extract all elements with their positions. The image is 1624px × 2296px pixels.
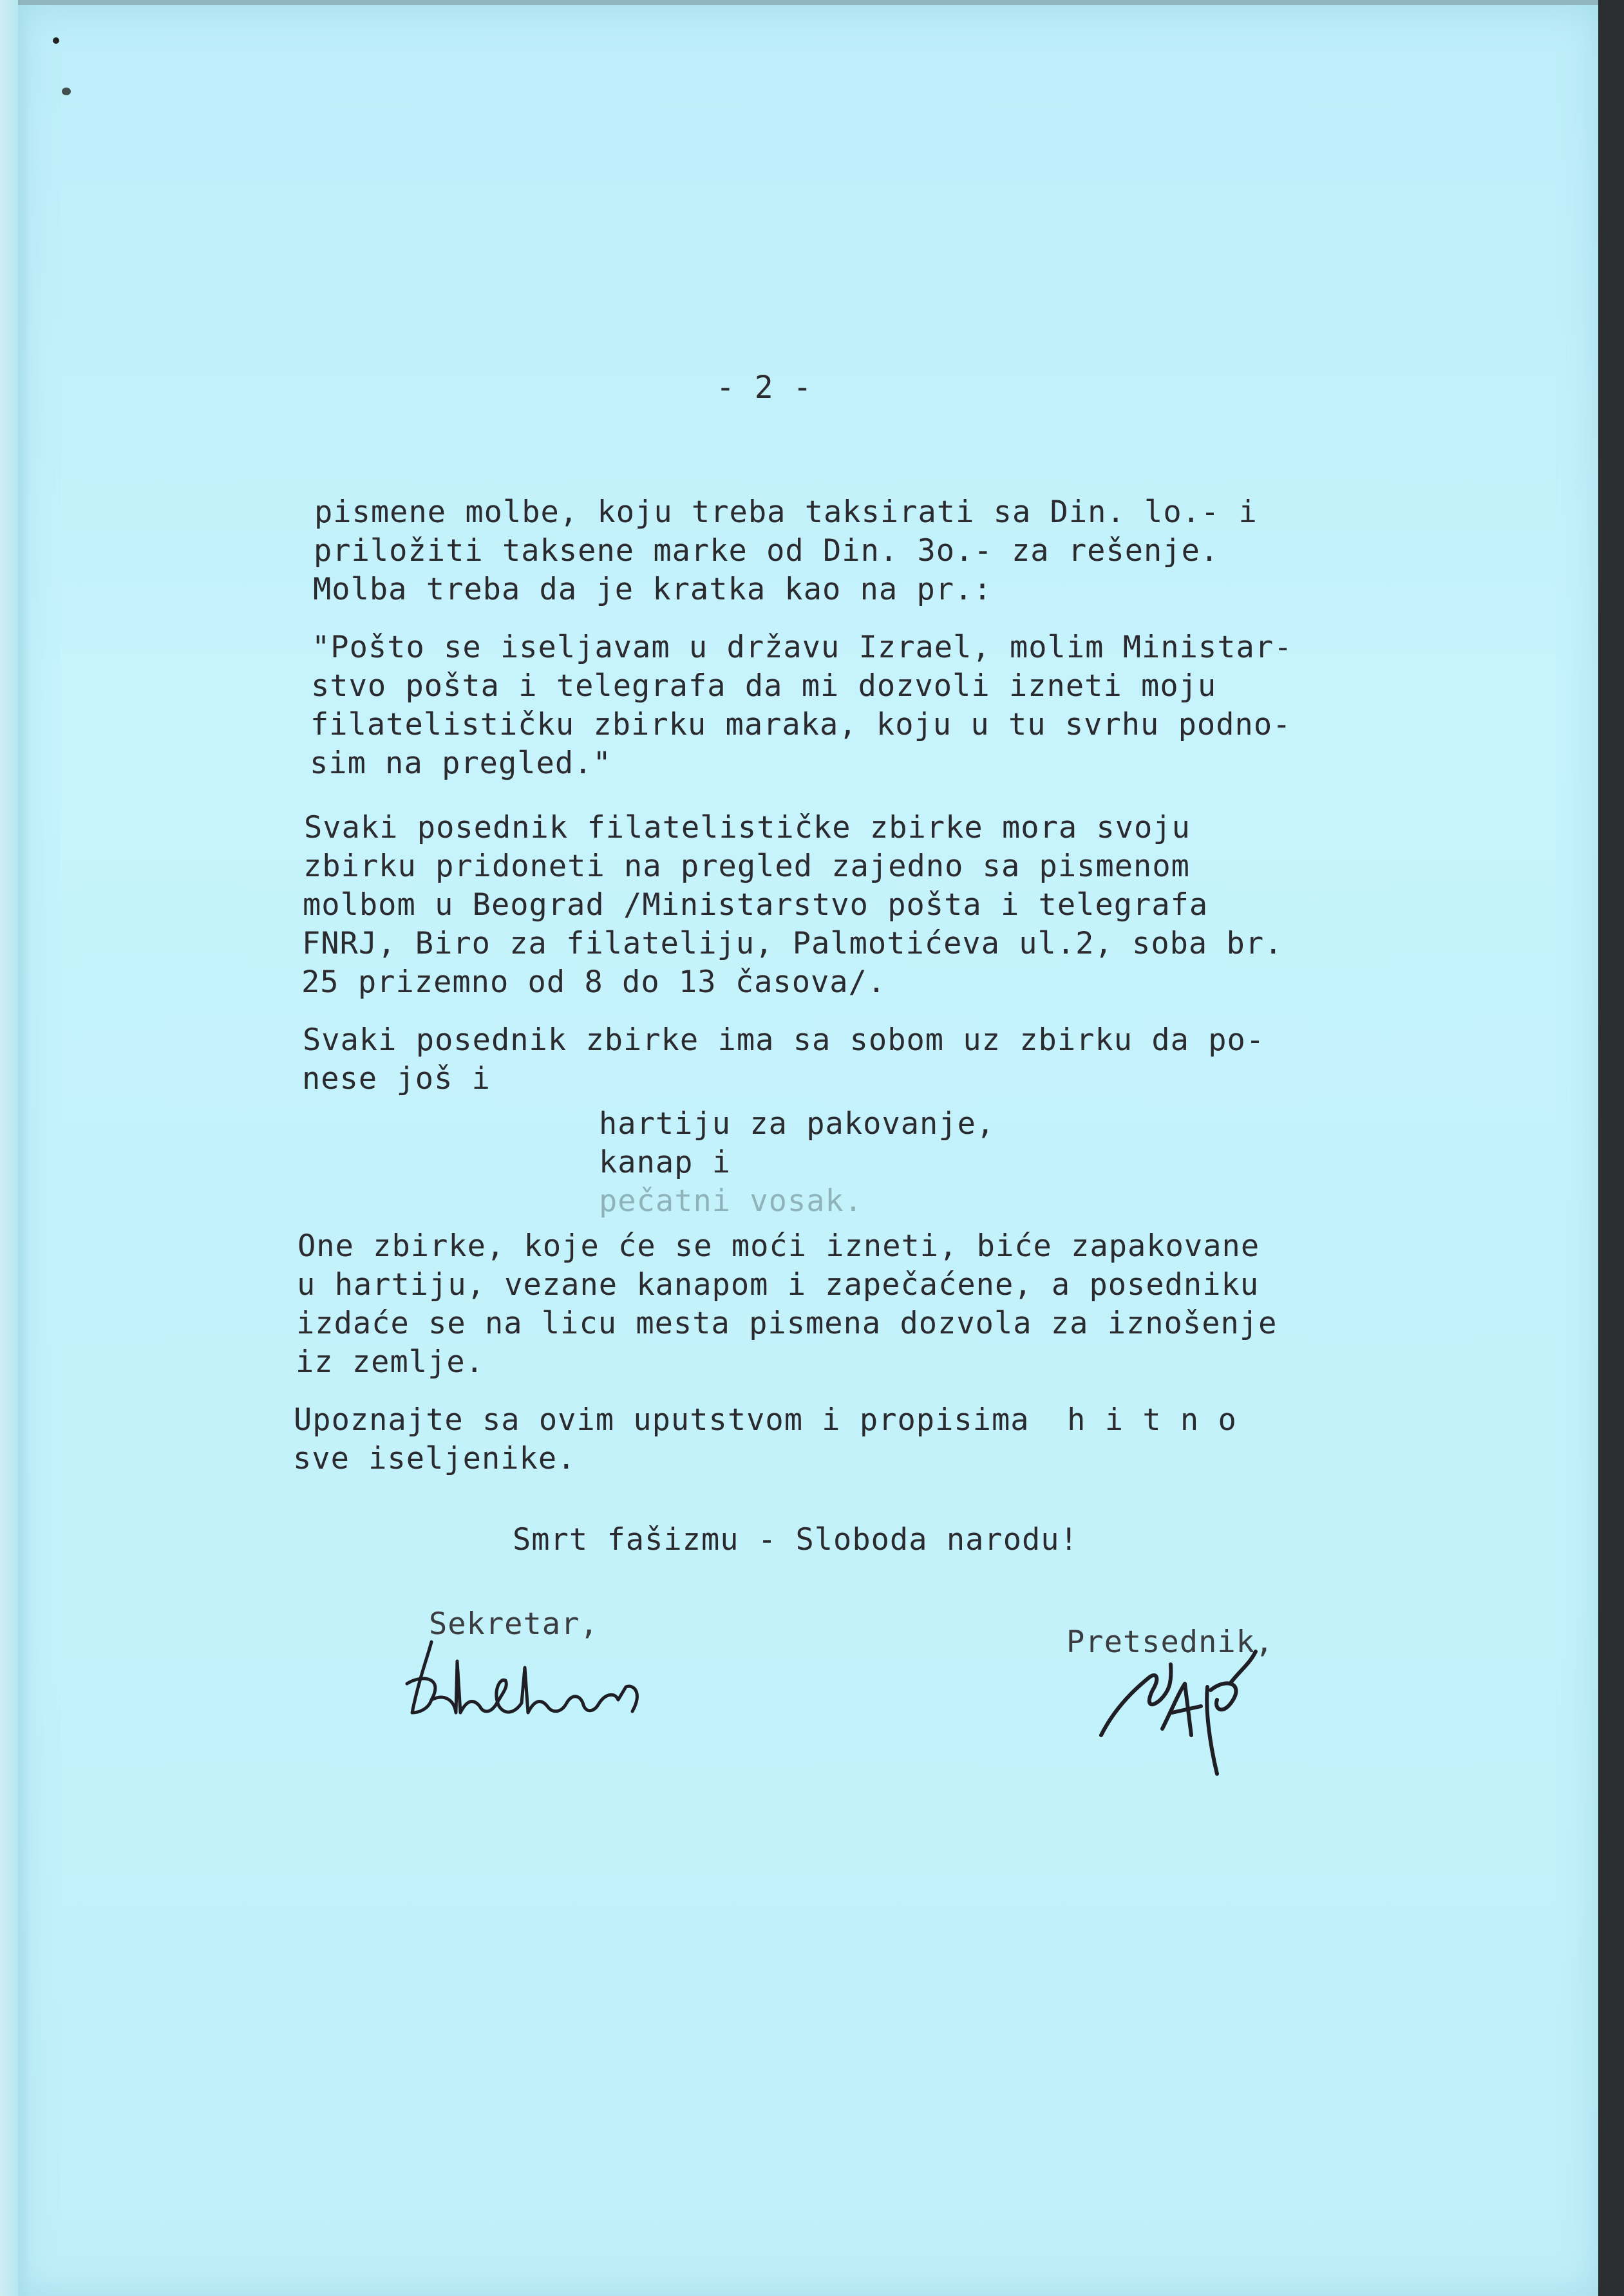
paragraph-line: filatelističku zbirku maraka, koju u tu svrhu podno- — [310, 707, 1292, 742]
paragraph-line: 25 prizemno od 8 do 13 časova/. — [301, 965, 887, 1000]
closing-slogan: Smrt fašizmu - Sloboda narodu! — [513, 1522, 1079, 1557]
paragraph-line: izdaće se na licu mesta pismena dozvola za iznošenje — [296, 1306, 1278, 1341]
secretary-signature — [393, 1623, 650, 1732]
page-number: - 2 - — [716, 370, 813, 406]
scan-left-edge — [0, 0, 18, 2296]
punch-mark — [53, 37, 59, 44]
president-signature — [1088, 1639, 1269, 1787]
paragraph-line: Molba treba da je kratka kao na pr.: — [313, 572, 992, 607]
paragraph-line: sve iseljenike. — [293, 1441, 576, 1476]
paragraph-line: One zbirke, koje će se moći izneti, biće zapakovane — [297, 1228, 1260, 1264]
paragraph-line: Upoznajte sa ovim uputstvom i propisima h i t n o — [294, 1402, 1237, 1438]
document-page — [18, 5, 1598, 2296]
secretary-label: Sekretar, — [429, 1606, 599, 1642]
scan-top-edge — [0, 0, 1598, 5]
paragraph-line: Svaki posednik filatelističke zbirke mora svoju — [304, 810, 1191, 845]
paragraph-line: sim na pregled." — [310, 746, 612, 781]
paragraph-line: molbom u Beograd /Ministarstvo pošta i telegrafa — [303, 887, 1209, 923]
paragraph-line: Svaki posednik zbirke ima sa sobom uz zbirku da po- — [303, 1022, 1265, 1058]
paragraph-line: zbirku pridoneti na pregled zajedno sa pismenom — [303, 849, 1190, 884]
president-label: Pretsednik, — [1066, 1624, 1274, 1660]
list-item: hartiju za pakovanje, — [599, 1106, 996, 1142]
paragraph-line: stvo pošta i telegrafa da mi dozvoli izneti moju — [311, 668, 1217, 704]
scan-right-edge — [1598, 0, 1624, 2296]
paragraph-line: iz zemlje. — [296, 1344, 484, 1380]
paragraph-line: priložiti taksene marke od Din. 3o.- za rešenje. — [314, 533, 1220, 569]
paragraph-line: u hartiju, vezane kanapom i zapečaćene, a posedniku — [297, 1267, 1260, 1303]
paragraph-line: "Pošto se iseljavam u državu Izrael, molim Ministar- — [312, 630, 1293, 665]
paragraph-line: FNRJ, Biro za filateliju, Palmotićeva ul.2, soba br. — [302, 926, 1283, 961]
punch-mark — [62, 88, 71, 95]
paragraph-line: nese još i — [302, 1061, 491, 1096]
list-item: kanap i — [599, 1145, 732, 1180]
list-item: pečatni vosak. — [599, 1183, 864, 1219]
paragraph-line: pismene molbe, koju treba taksirati sa Din. lo.- i — [314, 494, 1258, 530]
